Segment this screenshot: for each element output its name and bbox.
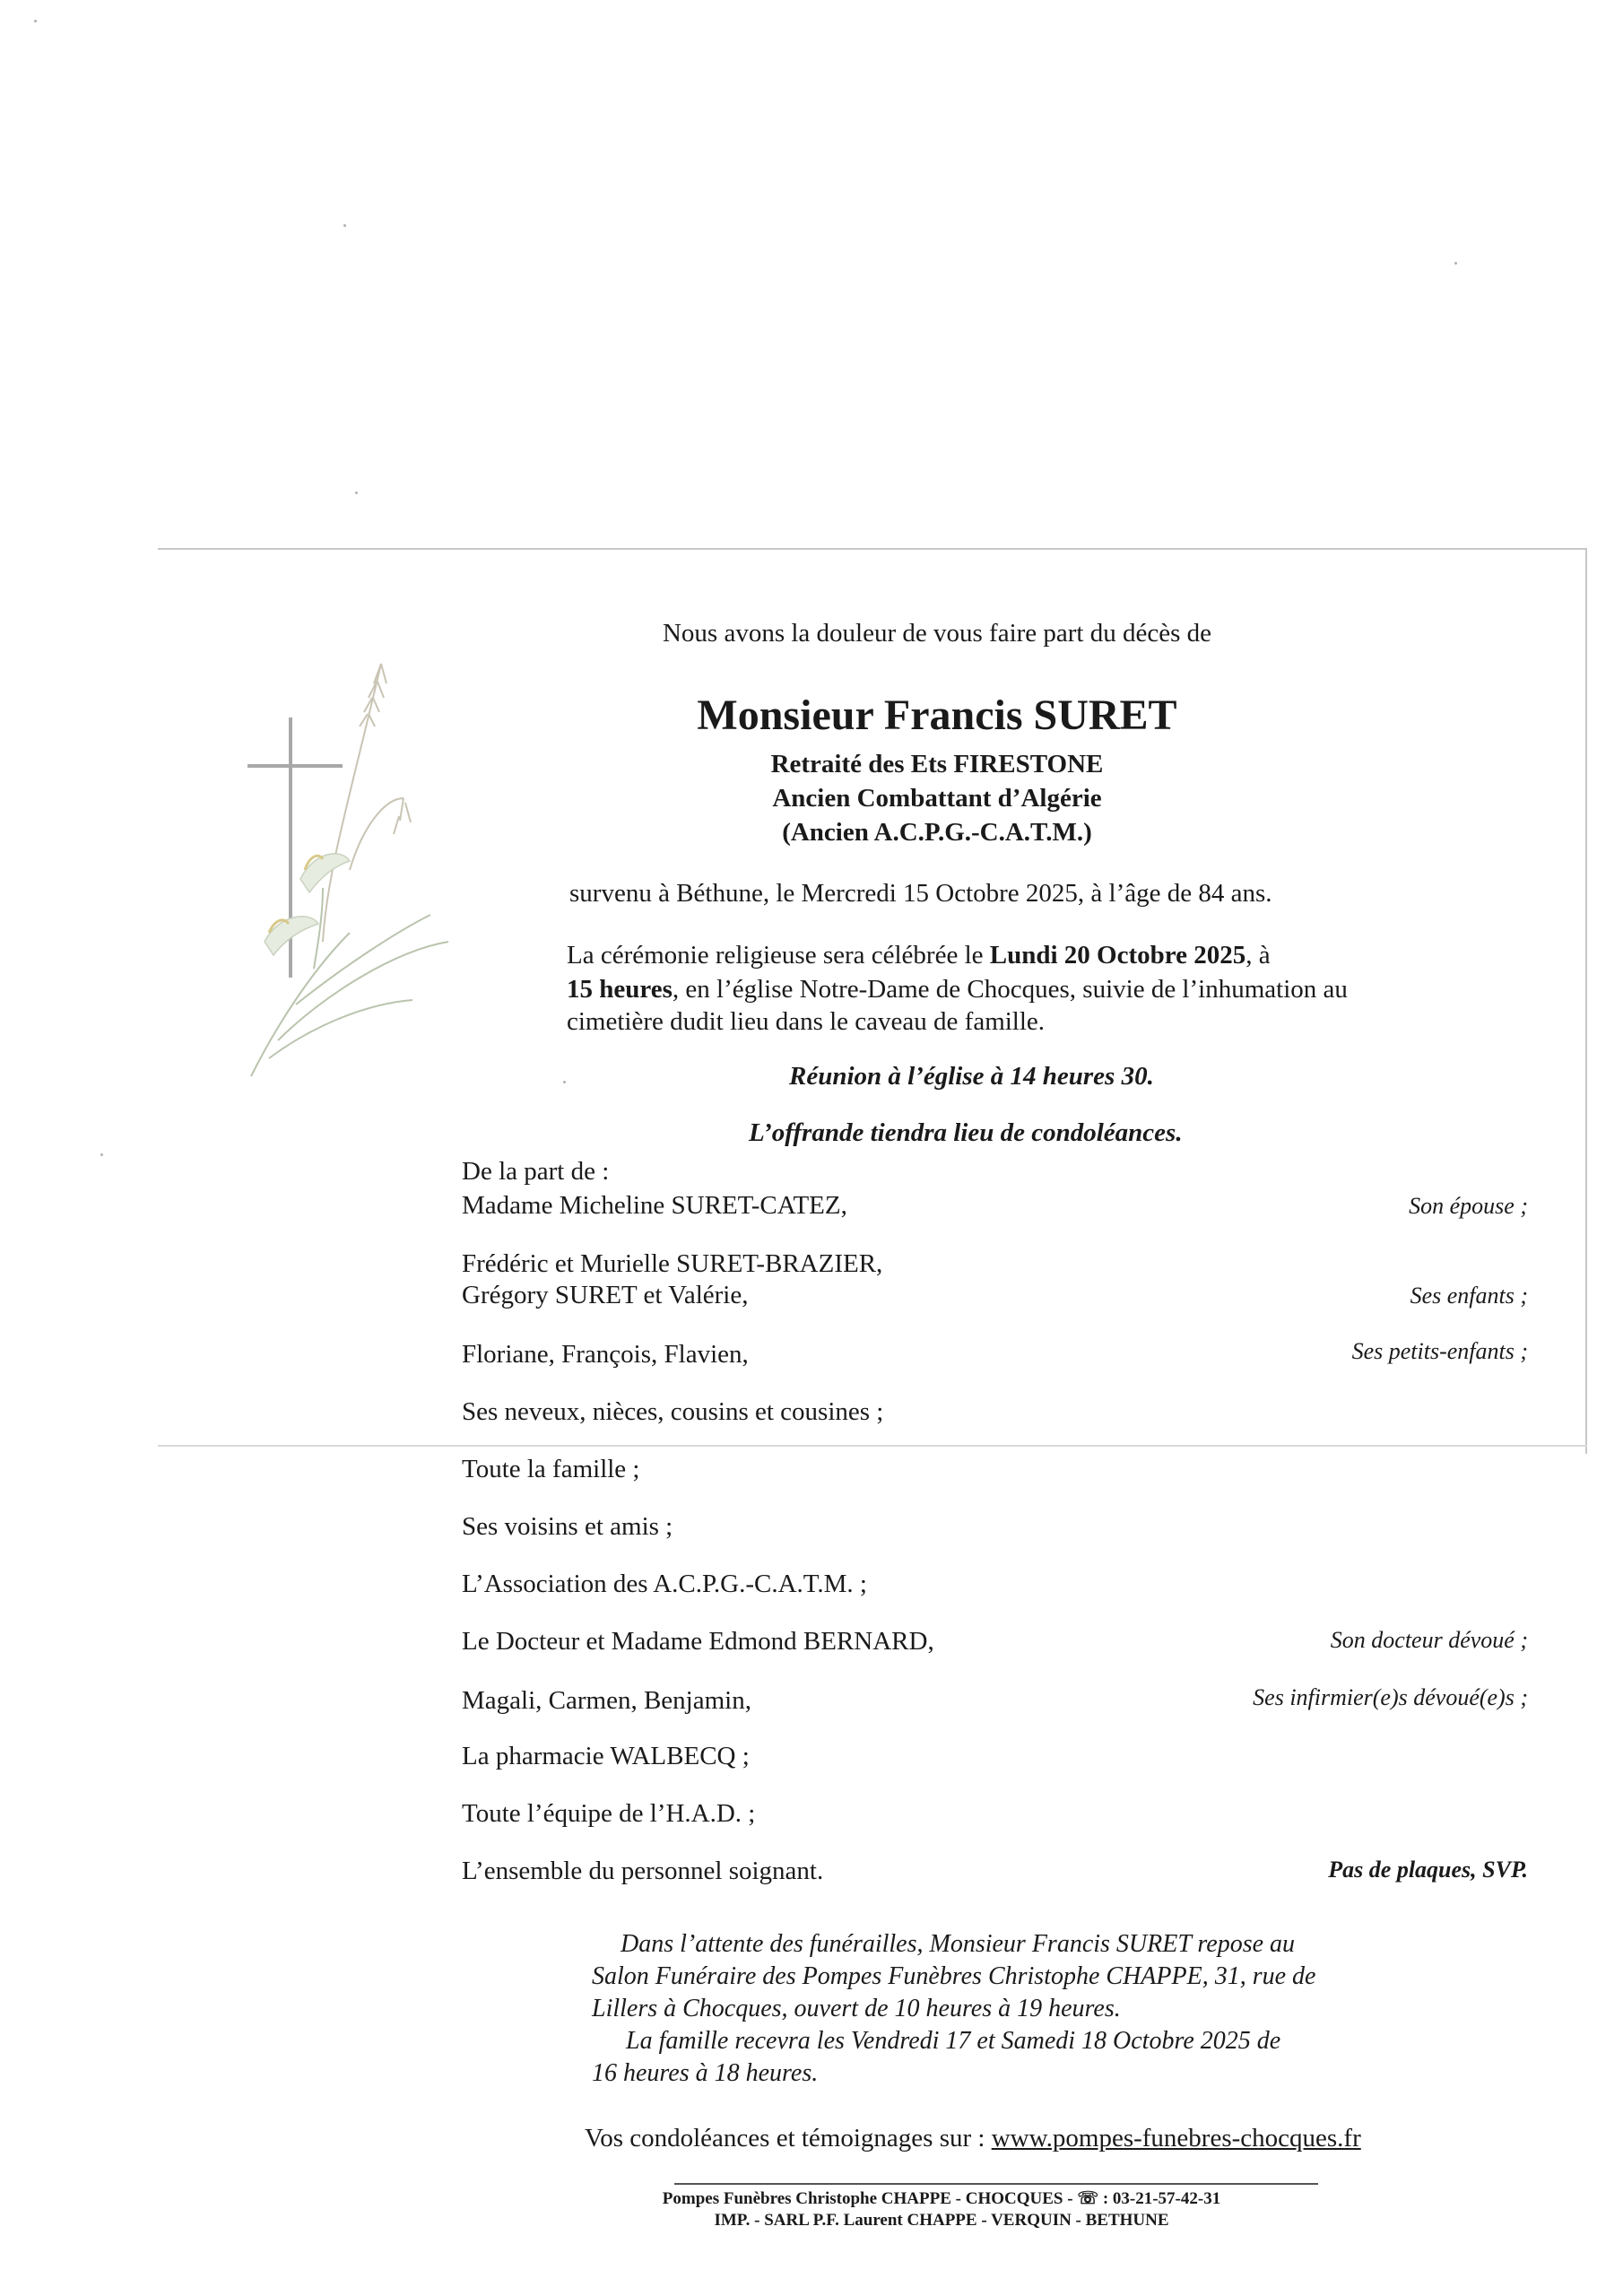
family-row-name: Floriane, François, Flavien,	[462, 1340, 749, 1369]
fold-rule	[158, 1445, 1587, 1447]
family-row-name: Magali, Carmen, Benjamin,	[462, 1686, 751, 1715]
family-row-name: La pharmacie WALBECQ ;	[462, 1742, 750, 1770]
footer-company: Pompes Funèbres Christophe CHAPPE - CHOCQUES -	[662, 2189, 1078, 2208]
scan-speck	[1454, 262, 1457, 265]
leaves-icon	[251, 888, 448, 1076]
scan-speck	[343, 224, 346, 227]
family-row-name: L’ensemble du personnel soignant.	[462, 1857, 824, 1885]
family-row-relation: Son docteur dévoué ;	[1330, 1627, 1528, 1653]
offering-notice: L’offrande tiendra lieu de condoléances.	[749, 1118, 1183, 1147]
funeral-home-line: 16 heures à 18 heures.	[592, 2059, 819, 2087]
family-row-name: Toute l’équipe de l’H.A.D. ;	[462, 1799, 756, 1828]
funeral-home-line: Salon Funéraire des Pompes Funèbres Christophe CHAPPE, 31, rue de	[592, 1962, 1316, 1990]
meeting-notice: Réunion à l’église à 14 heures 30.	[789, 1062, 1154, 1091]
death-notice: survenu à Béthune, le Mercredi 15 Octobre 2025, à l’âge de 84 ans.	[569, 879, 1272, 908]
family-row-name: Ses voisins et amis ;	[462, 1512, 673, 1541]
title-line-3: (Ancien A.C.P.G.-C.A.T.M.)	[782, 818, 1092, 847]
ceremony-text: La cérémonie religieuse sera célébrée le	[567, 941, 990, 970]
funeral-home-line: La famille recevra les Vendredi 17 et Samedi 18 Octobre 2025 de	[626, 2027, 1281, 2055]
ceremony-line-3: cimetière dudit lieu dans le caveau de famille.	[567, 1007, 1046, 1036]
ceremony-date: Lundi 20 Octobre 2025	[989, 941, 1246, 970]
right-border-rule	[1585, 548, 1587, 1454]
ceremony-line-2	[567, 973, 1348, 1005]
family-row-relation: Ses enfants ;	[1410, 1283, 1528, 1309]
footer-rule	[674, 2183, 1318, 2185]
scan-speck	[355, 491, 358, 494]
title-line-1: Retraité des Ets FIRESTONE	[770, 750, 1104, 778]
family-row-name: Frédéric et Murielle SURET-BRAZIER,	[462, 1249, 883, 1278]
family-row-name: Ses neveux, nièces, cousins et cousines ;	[462, 1397, 884, 1426]
ceremony-time: 15 heures	[567, 975, 673, 1004]
family-heading: De la part de :	[462, 1157, 610, 1186]
footer-line-1	[0, 2188, 1623, 2209]
footer-phone: : 03-21-57-42-31	[1098, 2189, 1221, 2208]
family-row-name: L’Association des A.C.P.G.-C.A.T.M. ;	[462, 1570, 867, 1598]
scan-speck	[100, 1153, 103, 1156]
family-row-name: Le Docteur et Madame Edmond BERNARD,	[462, 1627, 934, 1656]
title-line-2: Ancien Combattant d’Algérie	[772, 784, 1102, 813]
funeral-home-line: Dans l’attente des funérailles, Monsieur Francis SURET repose au	[621, 1930, 1296, 1958]
ceremony-text: , à	[1245, 941, 1271, 970]
top-border-rule	[158, 548, 1587, 550]
funeral-home-line: Lillers à Chocques, ouvert de 10 heures à 19 heures.	[592, 1995, 1121, 2022]
condolences-website-link[interactable]: www.pompes-funebres-chocques.fr	[991, 2124, 1361, 2152]
ceremony-line-1	[567, 939, 1271, 971]
footer-line-2: IMP. - SARL P.F. Laurent CHAPPE - VERQUIN - BETHUNE	[714, 2211, 1169, 2230]
condolences-line	[585, 2122, 1361, 2154]
family-row-name: Grégory SURET et Valérie,	[462, 1281, 749, 1309]
lily-flower-icon	[265, 854, 350, 955]
condolences-text: Vos condoléances et témoignages sur :	[585, 2124, 992, 2152]
ceremony-text: , en l’église Notre-Dame de Chocques, suivie de l’inhumation au	[672, 975, 1348, 1004]
intro-text: Nous avons la douleur de vous faire part du décès de	[662, 619, 1212, 648]
no-plaques-notice: Pas de plaques, SVP.	[1328, 1857, 1528, 1883]
family-row-name: Toute la famille ;	[462, 1455, 640, 1483]
scan-speck	[34, 20, 37, 22]
scan-speck	[563, 1081, 566, 1083]
family-row-relation: Ses petits-enfants ;	[1351, 1338, 1528, 1364]
deceased-name: Monsieur Francis SURET	[697, 691, 1177, 739]
family-row-name: Madame Micheline SURET-CATEZ,	[462, 1191, 847, 1220]
family-row-relation: Ses infirmier(e)s dévoué(e)s ;	[1253, 1684, 1528, 1710]
telephone-icon: ☏	[1077, 2189, 1099, 2208]
family-row-relation: Son épouse ;	[1409, 1193, 1528, 1219]
